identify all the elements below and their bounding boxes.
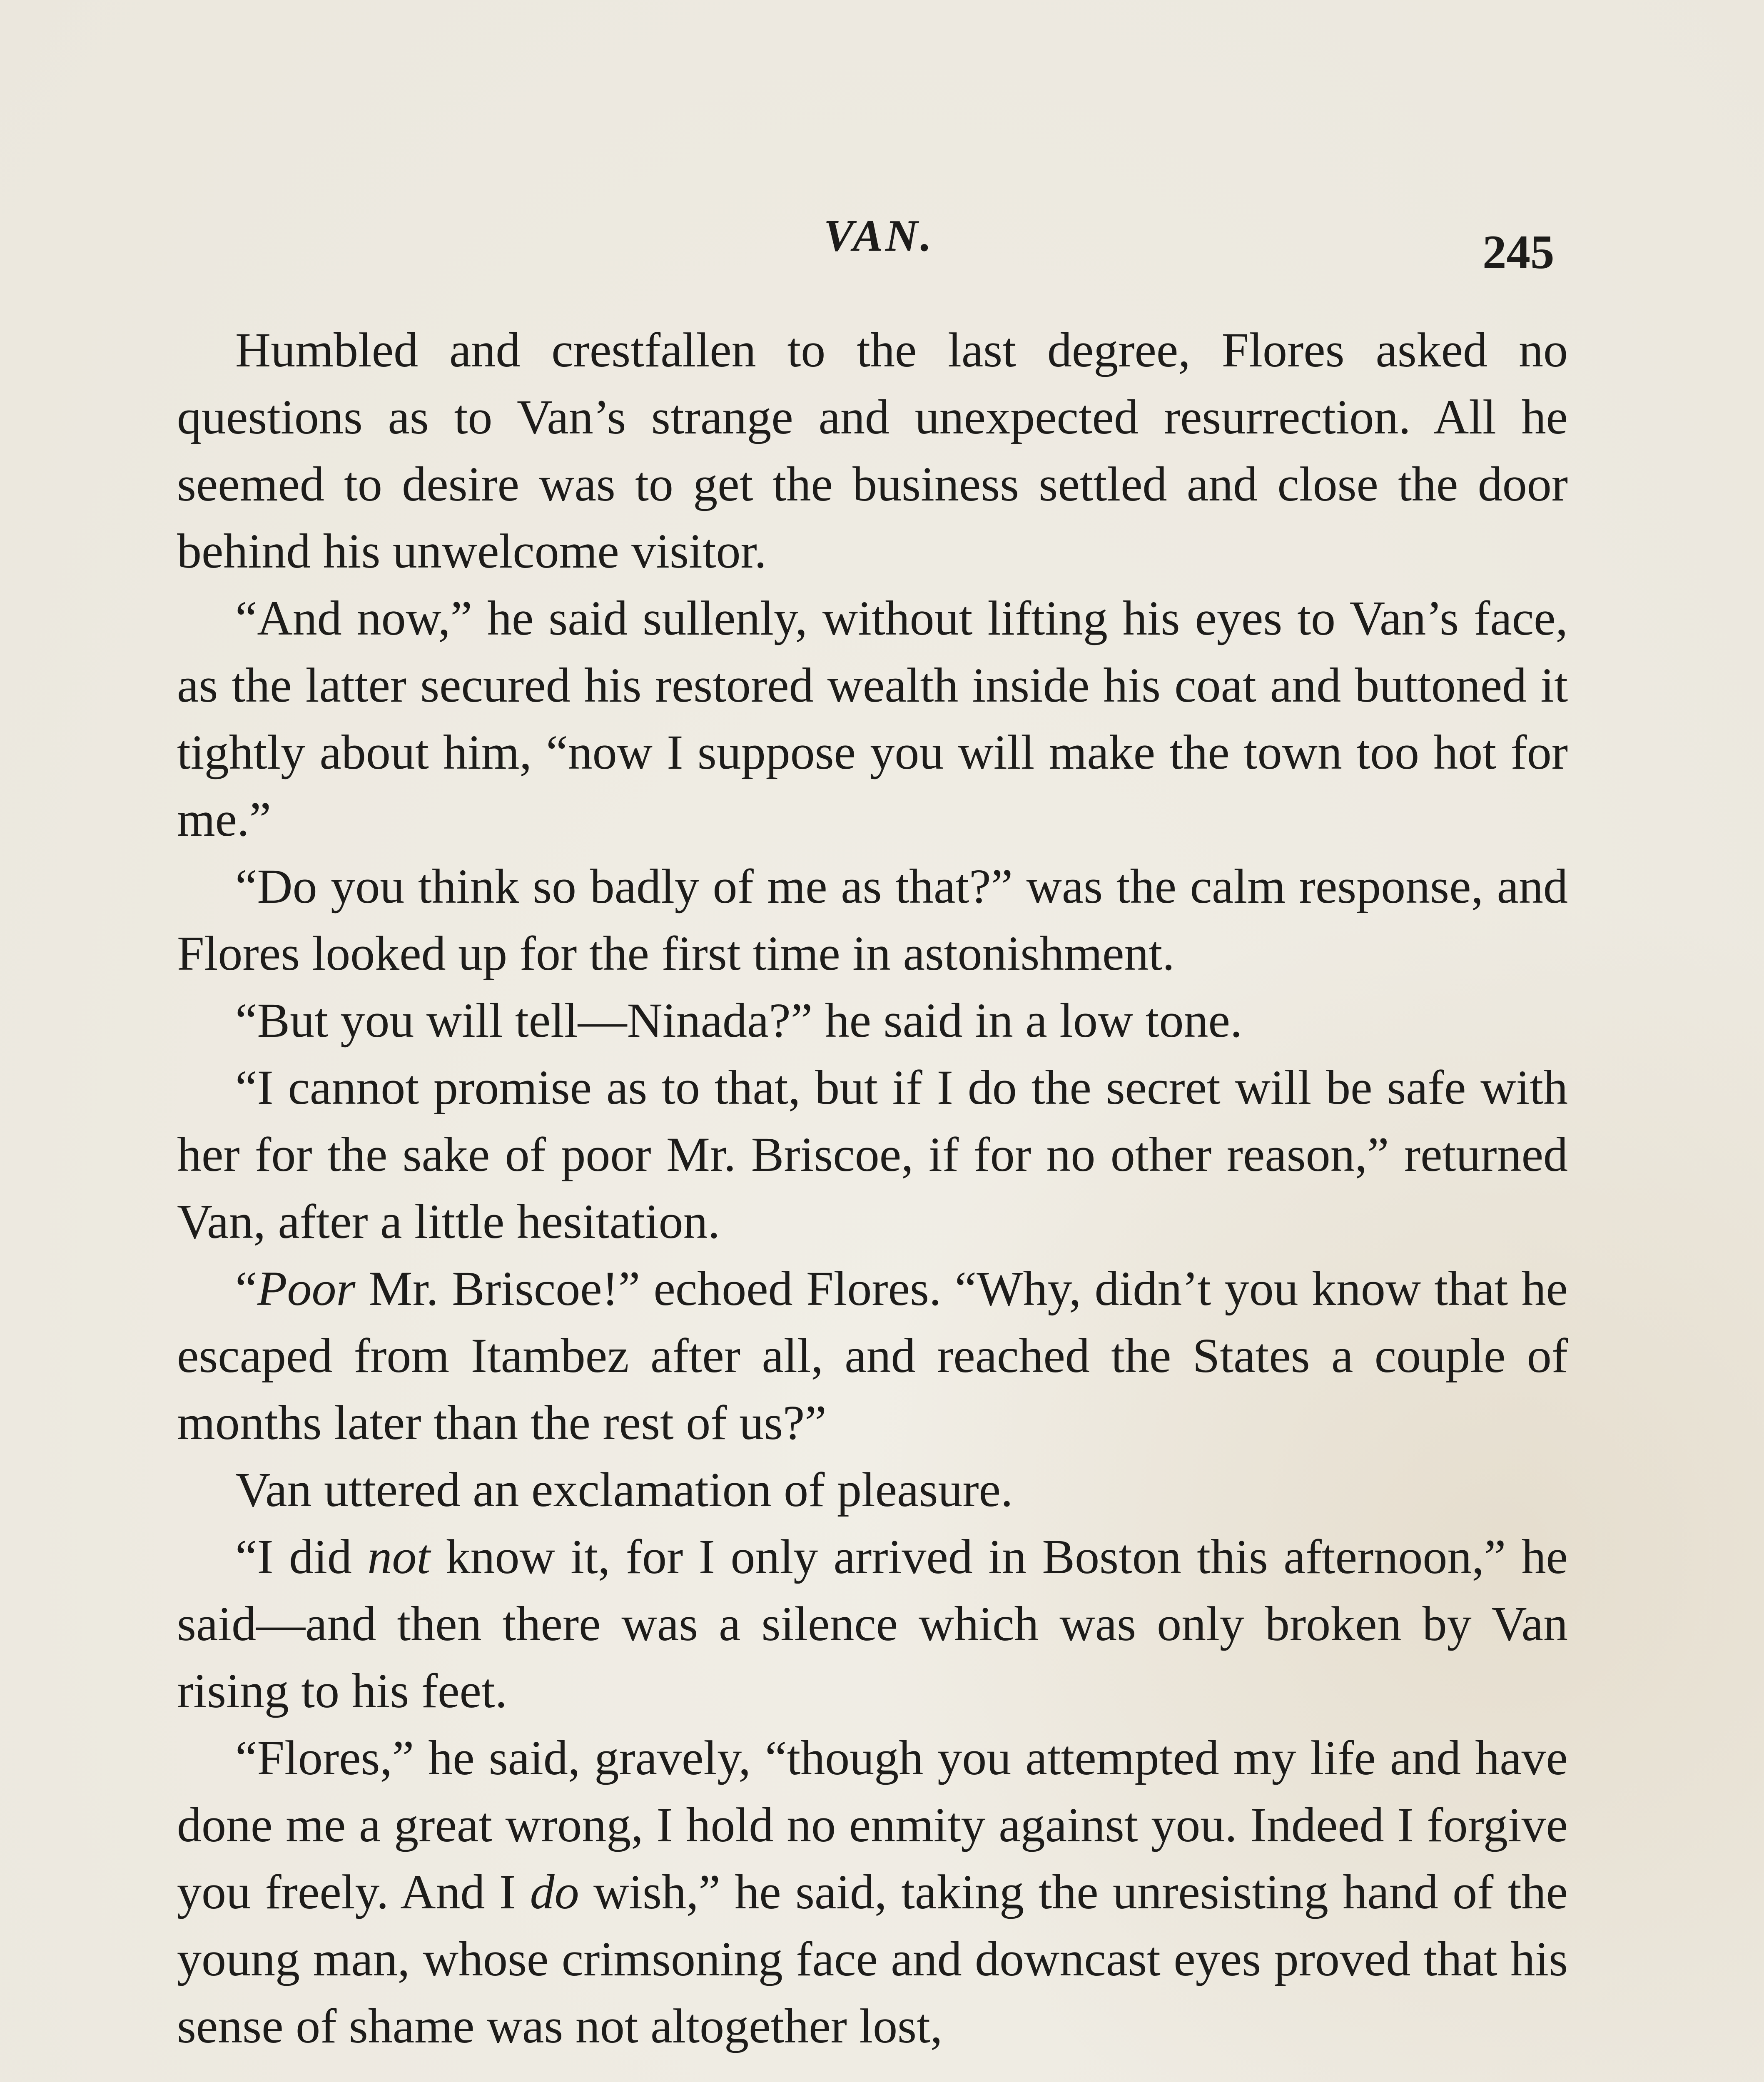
- text-run: “Do you think so badly of me as that?” was the calm response, and Flores looked up for the first time in astonishment.: [177, 859, 1568, 981]
- paragraph: [177, 1054, 1568, 1255]
- paragraph: [177, 987, 1568, 1054]
- text-run: “I cannot promise as to that, but if I do the secret will be safe with her for the sake of poor Mr. Briscoe, if for no other reason,” returned Van, after a little hesitation.: [177, 1060, 1568, 1249]
- text-run: “And now,” he said sullenly, without lifting his eyes to Van’s face, as the latter secured his restored wealth inside his coat and buttoned it tightly about him, “now I suppose you will make the town too hot for me.”: [177, 591, 1568, 847]
- italic-text: not: [367, 1529, 431, 1584]
- running-head: VAN.: [824, 211, 934, 261]
- paragraph: [177, 316, 1568, 585]
- italic-text: do: [530, 1865, 579, 1919]
- text-run: “I did: [235, 1529, 368, 1584]
- text-run: “But you will tell—Ninada?” he said in a low tone.: [235, 993, 1243, 1048]
- page-number: 245: [1482, 226, 1555, 279]
- paragraph: [177, 1456, 1568, 1523]
- italic-text: Poor: [257, 1261, 356, 1316]
- text-run: know it, for I only arrived in Boston this afternoon,” he said—and then there was a silence which was only broken by Van rising to his feet.: [177, 1529, 1568, 1718]
- paragraph: [177, 1724, 1568, 2060]
- paragraph: [177, 1255, 1568, 1456]
- text-run: Humbled and crestfallen to the last degree, Flores asked no questions as to Van’s strange and unexpected resurrection. All he seemed to desire was to get the business settled and close the door behind his unwelcome visitor.: [177, 323, 1568, 578]
- paragraph: [177, 1523, 1568, 1724]
- paragraph: [177, 853, 1568, 987]
- text-run: “Flores,” he said, gravely, “though you attempted my life and have done me a great wrong, I hold no enmity against you. Indeed I forgive you freely. And I: [177, 1731, 1568, 1919]
- text-run: Van uttered an exclamation of pleasure.: [235, 1462, 1013, 1517]
- text-run: “: [235, 1261, 257, 1316]
- text-run: Mr. Briscoe!” echoed Flores. “Why, didn’t you know that he escaped from Itambez after all, and reached the States a couple of months later than the rest of us?”: [177, 1261, 1568, 1450]
- body-text: [177, 316, 1568, 2060]
- paragraph: [177, 585, 1568, 853]
- text-run: wish,” he said, taking the unresisting hand of the young man, whose crimsoning face and downcast eyes proved that his sense of shame was not altogether lost,: [177, 1865, 1568, 2053]
